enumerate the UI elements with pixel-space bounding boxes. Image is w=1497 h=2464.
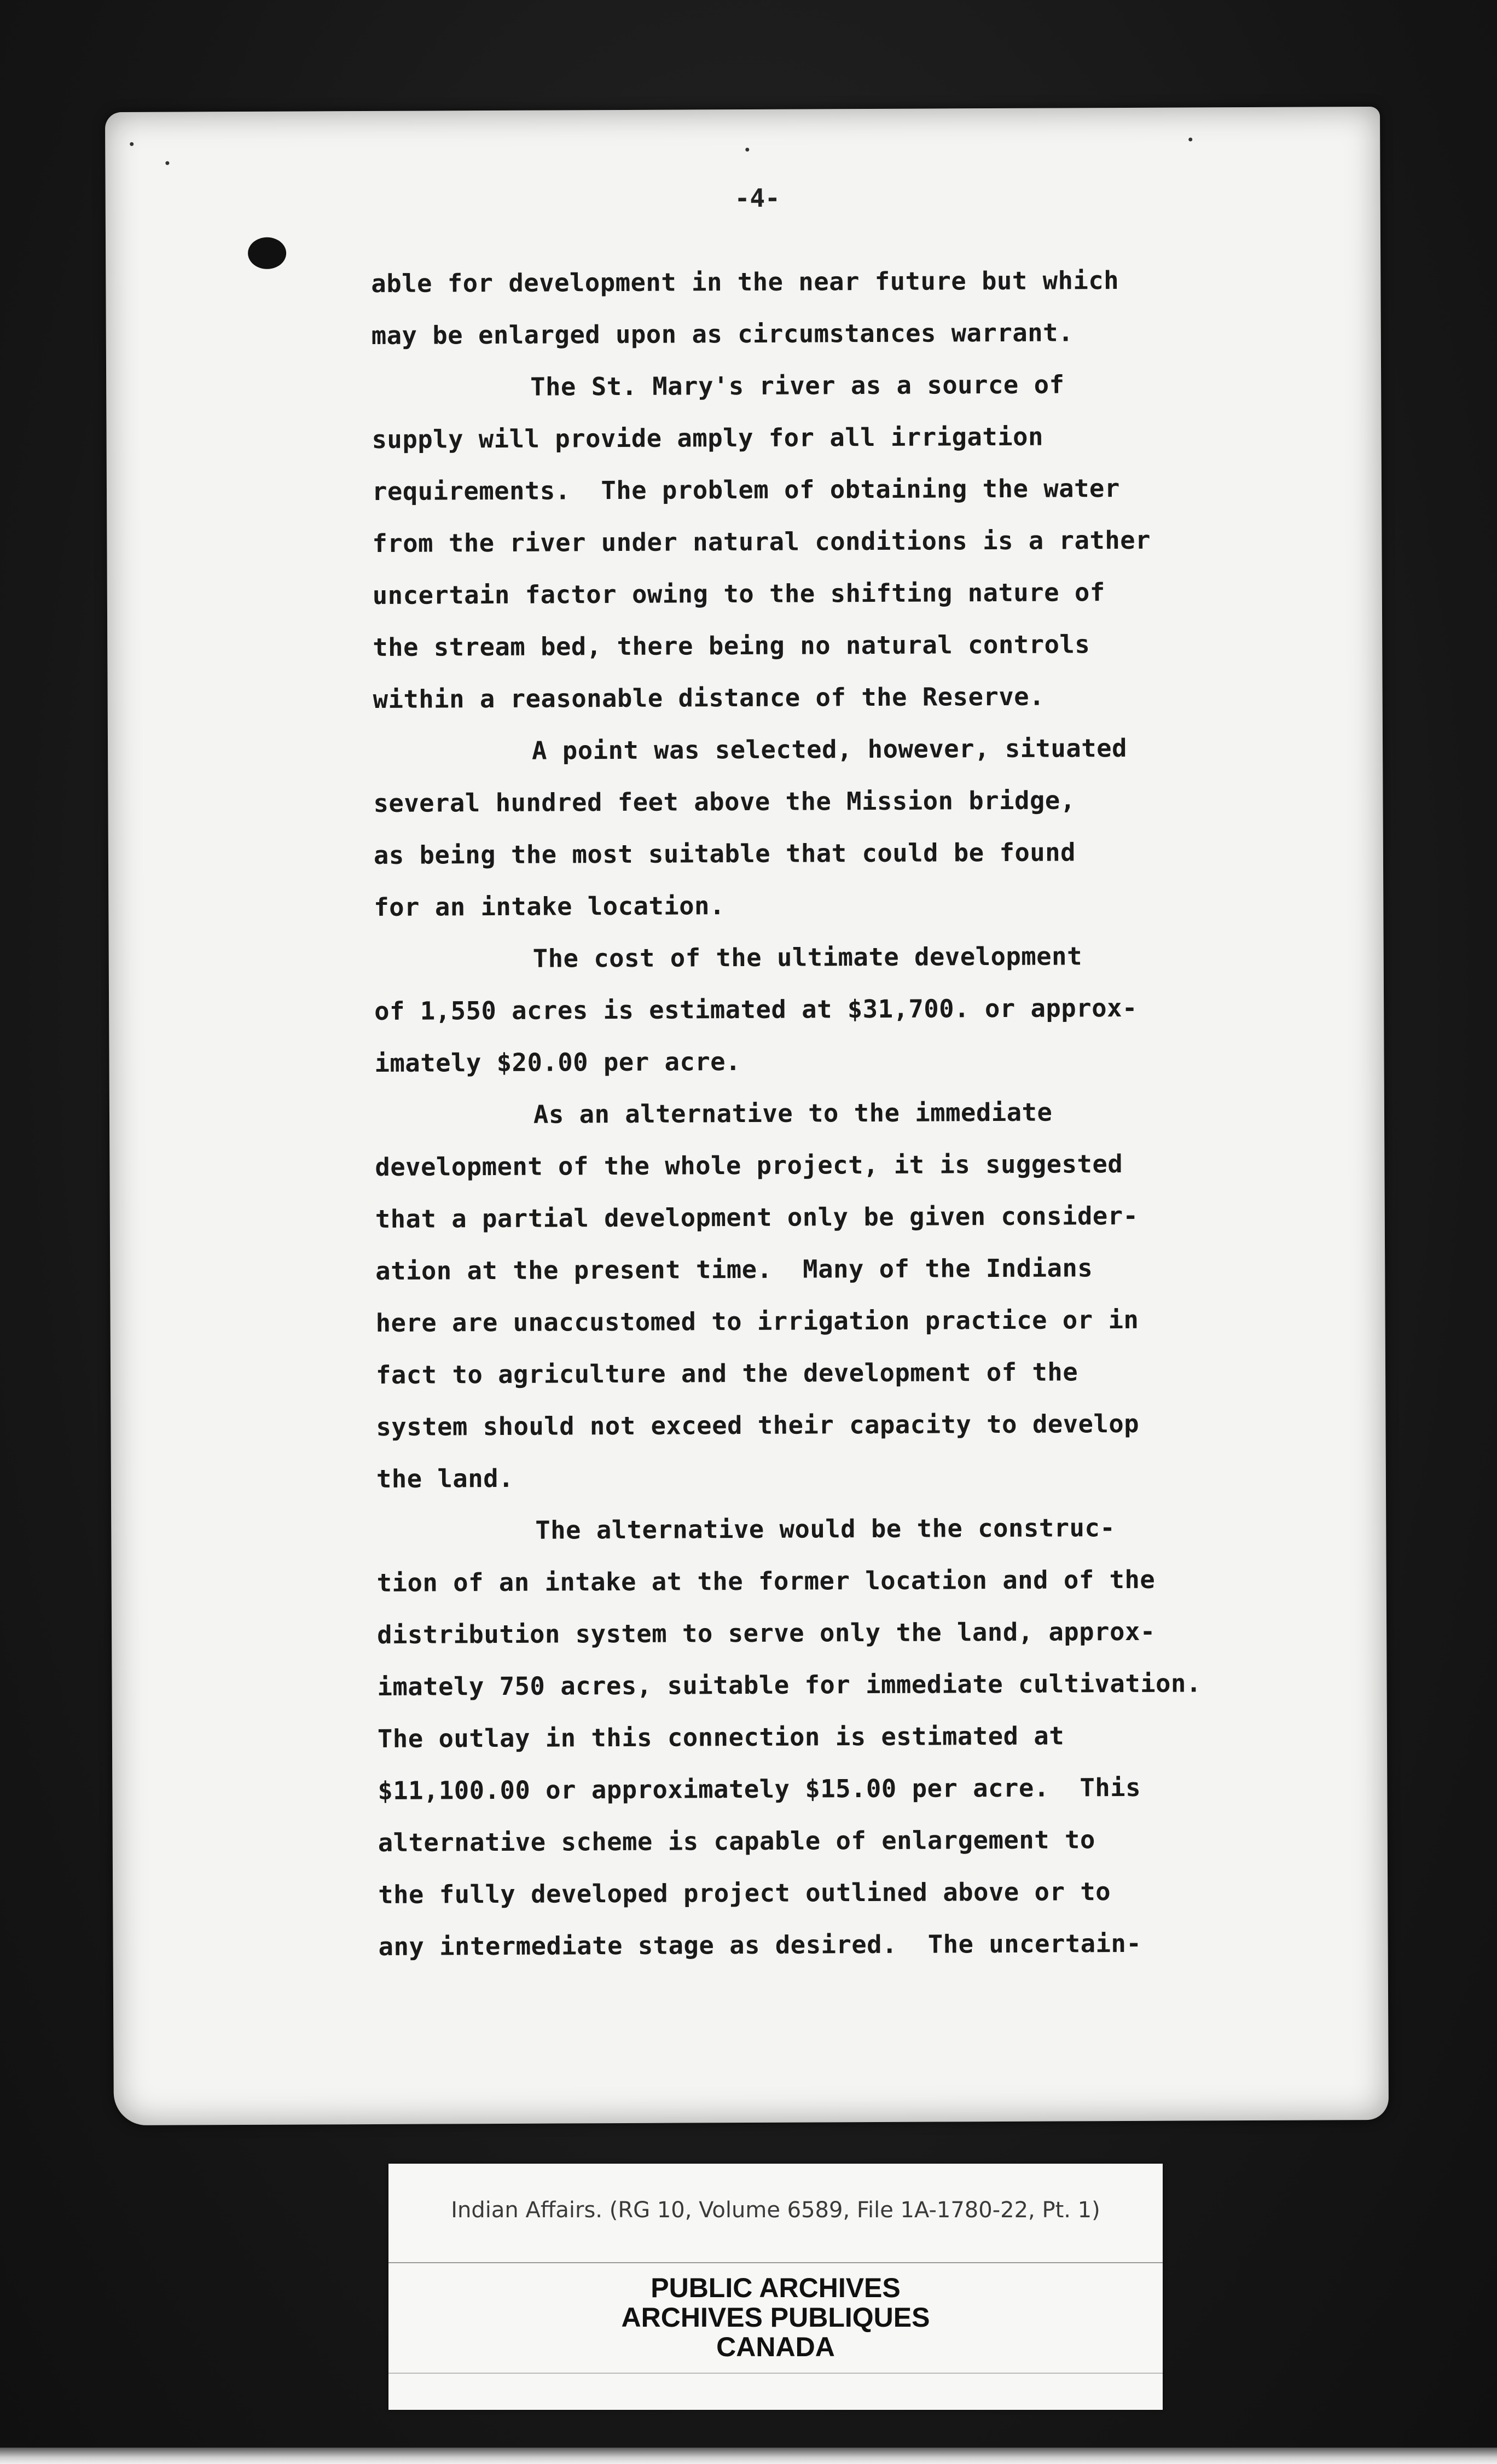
dust-speck [165, 161, 169, 165]
archive-label [388, 2164, 1163, 2410]
text-line: as being the most suitable that could be found [373, 838, 1076, 870]
text-line: requirements. The problem of obtaining the water [372, 474, 1120, 506]
text-line: here are unaccustomed to irrigation practice or in [375, 1305, 1139, 1338]
label-divider [388, 2373, 1163, 2374]
text-line: imately 750 acres, suitable for immediate cultivation. [377, 1669, 1202, 1701]
text-line: The St. Mary's river as a source of [530, 370, 1065, 402]
text-line: may be enlarged upon as circumstances warrant. [371, 318, 1074, 350]
document-page [105, 107, 1389, 2125]
dust-speck [130, 142, 134, 146]
text-line: distribution system to serve only the land, approx- [377, 1617, 1156, 1649]
archives-names [388, 2273, 1163, 2362]
dust-speck [1188, 137, 1192, 141]
page-number: -4- [734, 183, 780, 213]
text-line: The alternative would be the construc- [535, 1513, 1116, 1545]
text-line: of 1,550 acres is estimated at $31,700. or approx- [374, 993, 1138, 1026]
text-line: any intermediate stage as desired. The uncertain- [378, 1928, 1142, 1961]
label-divider [388, 2262, 1163, 2263]
text-line: the fully developed project outlined above or to [378, 1877, 1111, 1909]
text-line: $11,100.00 or approximately $15.00 per acre. This [378, 1773, 1141, 1805]
text-line: The outlay in this connection is estimated at [377, 1721, 1065, 1753]
archive-citation: Indian Affairs. (RG 10, Volume 6589, File 1A-1780-22, Pt. 1) [451, 2198, 1100, 2223]
text-line: for an intake location. [374, 891, 725, 922]
dust-speck [745, 148, 749, 152]
text-line: the stream bed, there being no natural controls [373, 630, 1090, 662]
text-line: able for development in the near future but which [371, 266, 1119, 298]
text-line: fact to agriculture and the development of the [375, 1357, 1078, 1390]
text-line: ation at the present time. Many of the Indians [375, 1253, 1093, 1286]
text-line: that a partial development only be given consider- [375, 1201, 1139, 1234]
punch-hole [248, 237, 286, 269]
text-line: The cost of the ultimate development [532, 942, 1083, 973]
text-line: imately $20.00 per acre. [374, 1047, 741, 1078]
archives-name-english: PUBLIC ARCHIVES [651, 2273, 901, 2303]
text-line: from the river under natural conditions is a rather [372, 525, 1151, 558]
text-line: alternative scheme is capable of enlargement to [378, 1825, 1095, 1857]
film-edge [0, 2448, 1497, 2464]
text-line: within a reasonable distance of the Reserve. [373, 682, 1045, 714]
archives-country: CANADA [716, 2332, 835, 2362]
text-line: development of the whole project, it is suggested [375, 1149, 1123, 1182]
archives-name-french: ARCHIVES PUBLIQUES [621, 2302, 930, 2333]
text-line: A point was selected, however, situated [531, 733, 1128, 765]
text-line: As an alternative to the immediate [533, 1097, 1053, 1129]
text-line: tion of an intake at the former location and of the [376, 1565, 1156, 1597]
typed-body-text [371, 253, 1363, 1973]
text-line: system should not exceed their capacity to develop [376, 1409, 1140, 1442]
text-line: uncertain factor owing to the shifting nature of [372, 578, 1105, 610]
text-line: supply will provide amply for all irrigation [372, 422, 1044, 454]
text-line: several hundred feet above the Mission bridge, [373, 786, 1076, 818]
text-line: the land. [376, 1463, 514, 1493]
